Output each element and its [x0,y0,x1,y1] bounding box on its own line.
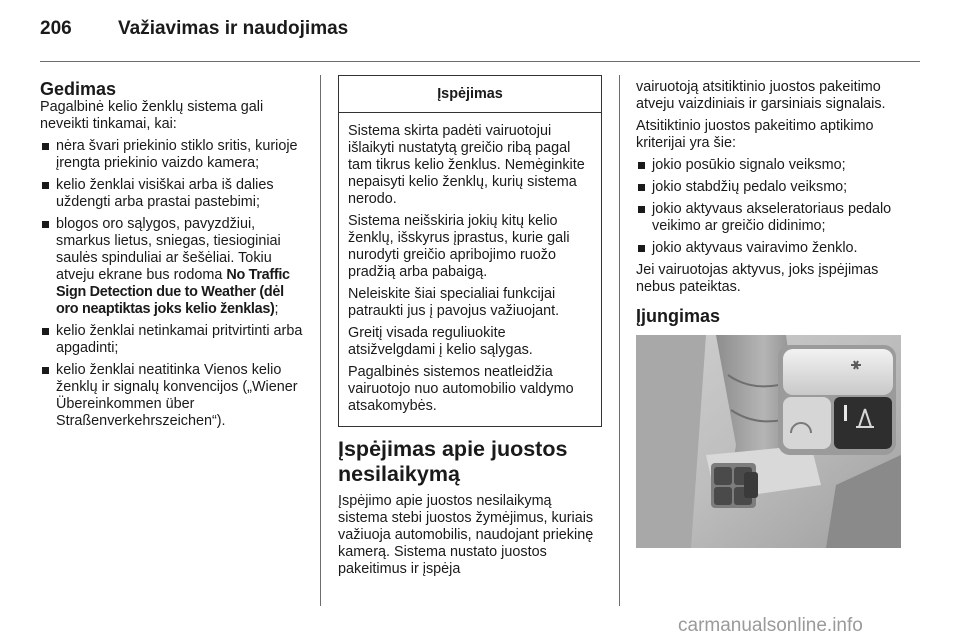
list-item: kelio ženklai netinkamai pritvirtinti arba apgadinti; [40,323,308,357]
header-rule [40,61,920,62]
bullet-square-icon [42,143,49,150]
bullet-square-icon [638,162,645,169]
list-item: jokio aktyvaus vairavimo ženklo. [636,240,904,257]
console-switch-photo [636,335,901,548]
column-divider-2 [619,75,620,606]
page-header [40,18,920,48]
intro-text: Pagalbinė kelio ženklų sistema gali neveikti tinkamai, kai: [40,99,264,132]
column-3 [636,79,904,548]
warning-paragraph: Greitį visada reguliuokite atsižvelgdami į kelio sąlygas. [348,325,533,358]
list-item: jokio stabdžių pedalo veiksmo; [636,179,904,196]
bullet-square-icon [42,328,49,335]
display-message: No Traffic Sign Detection due to Weather (dėl oro neaptiktas joks kelio ženklas) [56,267,290,317]
list-item: jokio aktyvaus akseleratoriaus pedalo veikimo ar greičio didinimo; [636,201,904,235]
bullet-square-icon [638,184,645,191]
section-heading-lane-departure: Įspėjimas apie juostos nesilaikymą [338,437,568,486]
bullet-square-icon [42,367,49,374]
warning-paragraph: Sistema skirta padėti vairuotojui išlaikyti nustatytą greičio ribą pagal tam tikrus kelio ženklus. Nemėginkite nepaisyti kelio ženklų, kurių sistema nerodo. [348,123,585,207]
criteria-intro: Atsitiktinio juostos pakeitimo aptikimo kriterijai yra šie: [636,118,874,151]
section-heading-gedimas: Gedimas [40,79,117,99]
console-button [714,487,732,505]
warning-box [338,75,602,427]
lane-departure-switch [834,397,892,449]
list-item: blogos oro sąlygos, pavyzdžiui, smarkus lietus, sniegas, tiesioginiai saulės spinduliai ar šešėliai. Tokiu atveju ekrane bus rodoma No Traffic Sign Detection due to Weather (dėl oro neaptiktas joks kelio ženklas); [40,216,308,318]
warning-paragraph: Pagalbinės sistemos neatleidžia vairuotojo nuo automobilio valdymo atsakomybės. [348,364,574,414]
list-item: jokio posūkio signalo veiksmo; [636,157,904,174]
fault-list [40,138,308,430]
warning-body [339,113,601,426]
switch-upper [783,349,893,395]
page-title: Važiavimas ir naudojimas [118,18,349,39]
indicator-led [844,405,847,421]
warning-paragraph: Sistema neišskiria jokių kitų kelio ženklų, išskyrus įprastus, kurie gali nurodyti greičio apribojimo ruožo pradžią arba pabaigą. [348,213,570,280]
bullet-square-icon [638,245,645,252]
list-item: kelio ženklai visiškai arba iš dalies uždengti arba prastai pastebimi; [40,177,308,211]
warning-paragraph: Neleiskite šiai specialiai funkcijai patraukti jus į pavojus važiuojant. [348,286,560,319]
column-1 [40,79,308,435]
continued-text: vairuotoją atsitiktinio juostos pakeitimo atveju vaizdiniais ir garsiniais signalais. [636,79,886,112]
watermark: carmanualsonline.info [678,615,863,636]
console-button [714,467,732,485]
bullet-square-icon [638,206,645,213]
section-heading-activation: Įjungimas [636,306,721,326]
criteria-list [636,157,904,257]
list-item: kelio ženklai neatitinka Vienos kelio ženklų ir signalų konvencijos („Wiener Übereinkommen über Straßenverkehrszeichen“). [40,362,308,430]
lane-departure-text: Įspėjimo apie juostos nesilaikymą sistema stebi juostos žymėjimus, kuriais važiuoja automobilis, naudojant priekinę kamerą. Sistema nustato juostos pakeitimus ir įspėja [338,493,594,577]
column-divider-1 [320,75,321,606]
warning-title: Įspėjimas [339,76,601,113]
column-2 [338,75,604,583]
page-number: 206 [40,18,72,39]
bullet-square-icon [42,221,49,228]
bullet-square-icon [42,182,49,189]
driver-active-text: Jei vairuotojas aktyvus, joks įspėjimas nebus pateiktas. [636,262,879,295]
switch-left [783,397,831,449]
list-item: nėra švari priekinio stiklo sritis, kurioje įrengta priekinio vaizdo kamera; [40,138,308,172]
